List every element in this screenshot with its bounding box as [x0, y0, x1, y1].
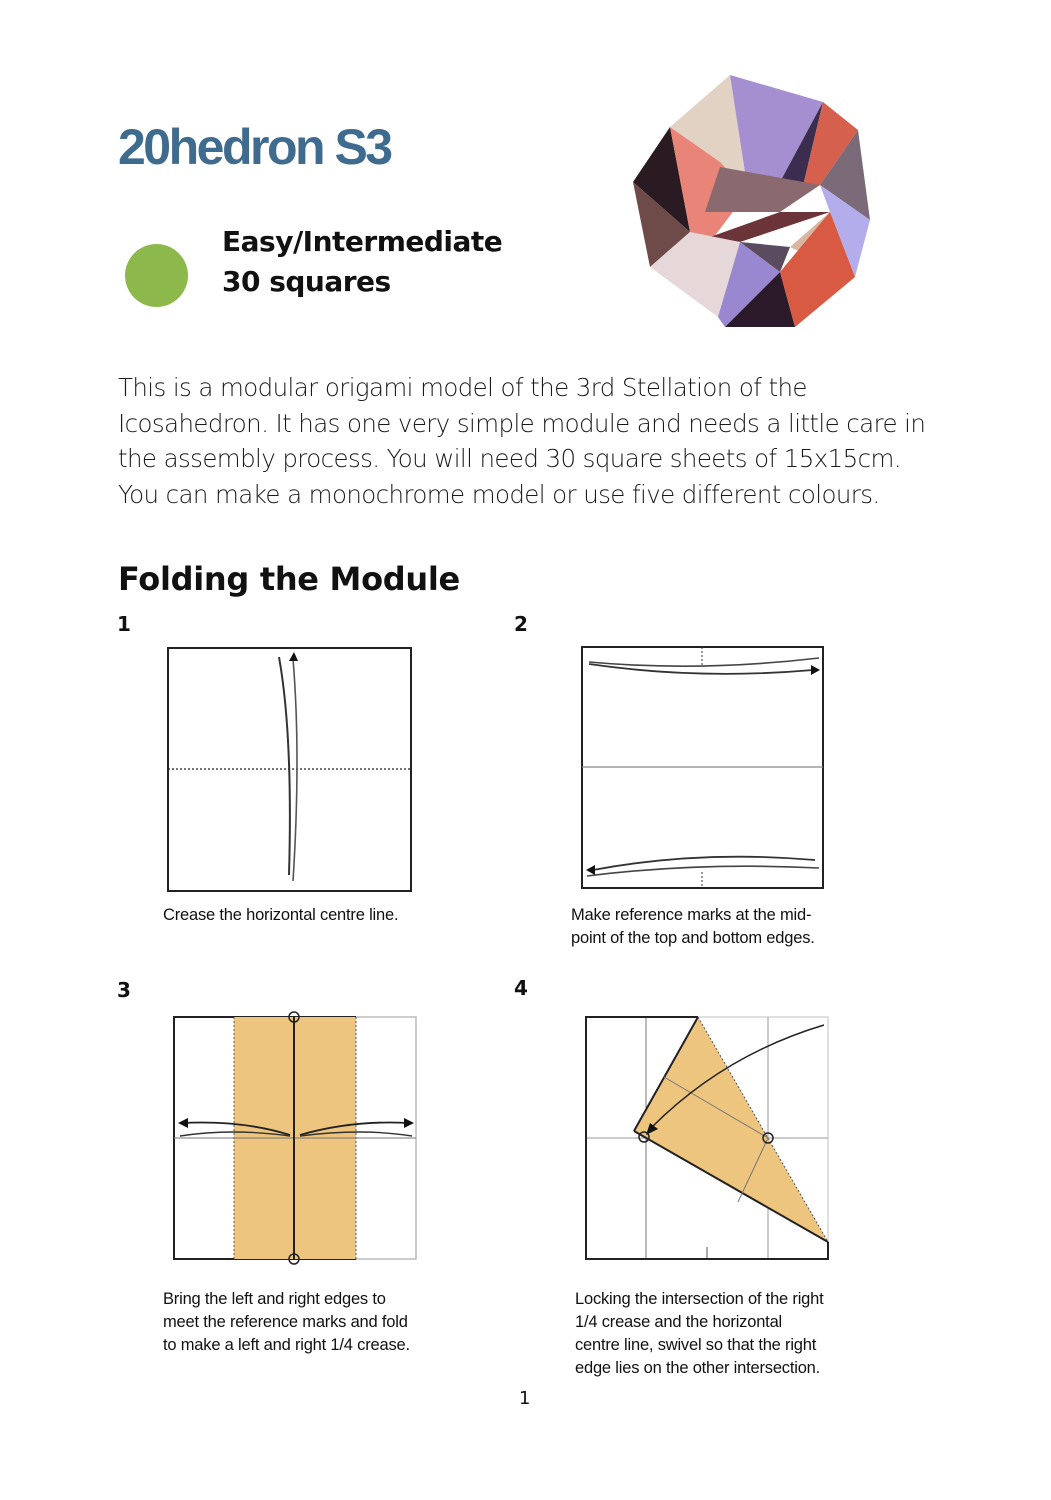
step-2-caption: Make reference marks at the mid- point of the top and bottom edges. [571, 906, 815, 947]
step-2-diagram [579, 644, 827, 892]
step-3-caption: Bring the left and right edges to meet the reference marks and fold to make a left and right 1/4 crease. [163, 1290, 410, 1354]
section-heading: Folding the Module [118, 560, 460, 598]
difficulty-indicator-dot [125, 244, 188, 307]
step-4-diagram [584, 1015, 832, 1263]
step-1-diagram [165, 645, 415, 895]
step-4-number: 4 [514, 976, 528, 1000]
page-title: 20hedron S3 [118, 119, 391, 175]
paper-count: 30 squares [222, 265, 391, 298]
step-1-number: 1 [117, 612, 131, 636]
polyhedron-facets [633, 75, 870, 327]
step-1-caption: Crease the horizontal centre line. [163, 906, 399, 924]
step-4-caption: Locking the intersection of the right 1/4 crease and the horizontal centre line, swivel so that the right edge lies on the other intersection. [575, 1290, 824, 1377]
step-3-number: 3 [117, 978, 131, 1002]
intro-paragraph: This is a modular origami model of the 3rd Stellation of the Icosahedron. It has one very simple module and needs a little care in the assembly process. You will need 30 square sheets of 15x15cm. You can make a monochrome model or use five different colours. [118, 373, 926, 509]
difficulty-level: Easy/Intermediate [222, 225, 503, 258]
model-meta [222, 222, 502, 302]
step-3-diagram [172, 1010, 422, 1265]
page-number: 1 [519, 1388, 531, 1409]
step-2-number: 2 [514, 612, 528, 636]
model-photo [630, 72, 880, 328]
